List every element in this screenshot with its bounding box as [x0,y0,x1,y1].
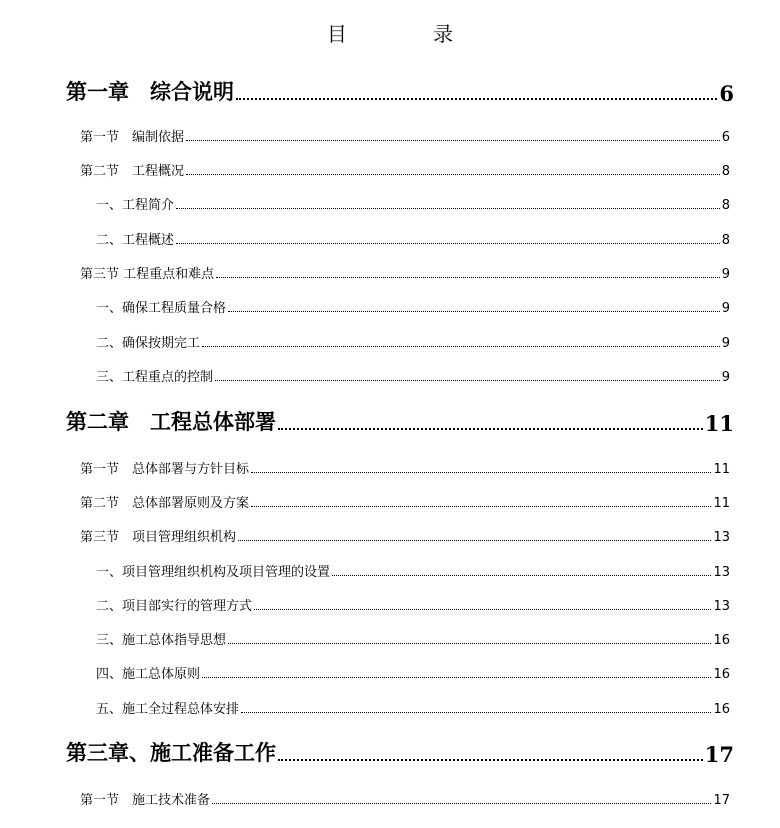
toc-entry-section[interactable] [80,493,730,511]
dot-leader [202,677,711,678]
toc-entry-subsection[interactable] [96,333,730,351]
dot-leader [238,540,711,541]
toc-entry-section[interactable] [80,127,730,145]
toc-entry-page: 13 [713,530,730,545]
dot-leader [186,140,720,141]
toc-entry-subsection[interactable] [96,367,730,385]
toc-entry-section[interactable] [80,264,730,282]
toc-entry-subsection[interactable] [96,195,730,213]
toc-entry-subsection[interactable] [96,596,730,614]
toc-entry-subsection[interactable] [96,562,730,580]
dot-leader [216,277,720,278]
toc-entry-label: 四、施工总体原则 [96,667,201,682]
toc-entry-subsection[interactable] [96,298,730,316]
dot-leader [186,174,720,175]
toc-entry-page: 8 [721,164,730,179]
toc-entry-page: 16 [713,633,730,648]
dot-leader [202,346,720,347]
toc-entry-page: 9 [721,267,730,282]
toc-entry-page: 8 [721,233,730,248]
toc-entry-label: 第一节 总体部署与方针目标 [80,462,250,477]
toc-entry-label: 二、工程概述 [96,233,175,248]
dot-leader [332,575,711,576]
toc-entry-label: 三、施工总体指导思想 [96,633,227,648]
toc-entry-page: 13 [713,565,730,580]
dot-leader [228,643,711,644]
toc-entry-section[interactable] [80,161,730,179]
toc-entry-label: 第三节 项目管理组织机构 [80,530,237,545]
dot-leader [212,803,711,804]
toc-entry-page: 8 [721,198,730,213]
dot-leader [278,428,703,430]
toc-entry-subsection[interactable] [96,664,730,682]
toc-entry-label: 第二节 工程概况 [80,164,185,179]
dot-leader [251,472,711,473]
toc-entry-page: 11 [704,411,734,436]
toc-entry-page: 16 [713,667,730,682]
dot-leader [241,712,711,713]
dot-leader [176,243,720,244]
toc-entry-label: 一、确保工程质量合格 [96,301,227,316]
dot-leader [215,380,720,381]
toc-entry-page: 16 [713,702,730,717]
dot-leader [176,208,720,209]
toc-entry-chapter[interactable] [66,739,734,767]
toc-entry-page: 13 [713,599,730,614]
toc-entry-chapter[interactable] [66,78,734,106]
toc-entry-label: 一、工程简介 [96,198,175,213]
dot-leader [228,311,720,312]
toc-entry-page: 17 [713,793,730,808]
dot-leader [236,98,717,100]
toc-entry-section[interactable] [80,790,730,808]
toc-entry-subsection[interactable] [96,230,730,248]
toc-entry-subsection[interactable] [96,630,730,648]
toc-entry-section[interactable] [80,527,730,545]
toc-entry-page: 17 [704,742,734,767]
toc-entry-label: 二、确保按期完工 [96,336,201,351]
toc-entry-section[interactable] [80,459,730,477]
toc-entry-page: 11 [713,496,730,511]
toc-entry-page: 6 [719,81,734,106]
toc-entry-label: 三、工程重点的控制 [96,370,214,385]
toc-entry-page: 9 [721,336,730,351]
toc-entry-label: 第三章、施工准备工作 [66,740,276,765]
toc-entry-label: 第一节 施工技术准备 [80,793,211,808]
toc-entry-page: 11 [713,462,730,477]
toc-entry-label: 第二节 总体部署原则及方案 [80,496,250,511]
toc-entry-label: 第一节 编制依据 [80,130,185,145]
dot-leader [278,759,703,761]
toc-entry-page: 9 [721,301,730,316]
toc-entry-label: 第三节 工程重点和难点 [80,267,215,282]
toc-entry-subsection[interactable] [96,699,730,717]
toc-entry-page: 9 [721,370,730,385]
dot-leader [254,609,711,610]
toc-entry-page: 6 [721,130,730,145]
toc-title: 目 录 [326,22,494,46]
dot-leader [251,506,711,507]
toc-entry-chapter[interactable] [66,408,734,436]
toc-entry-label: 一、项目管理组织机构及项目管理的设置 [96,565,331,580]
toc-entry-label: 第二章 工程总体部署 [66,409,276,434]
toc-entry-label: 二、项目部实行的管理方式 [96,599,253,614]
toc-entry-label: 五、施工全过程总体安排 [96,702,240,717]
toc-entry-label: 第一章 综合说明 [66,79,234,104]
